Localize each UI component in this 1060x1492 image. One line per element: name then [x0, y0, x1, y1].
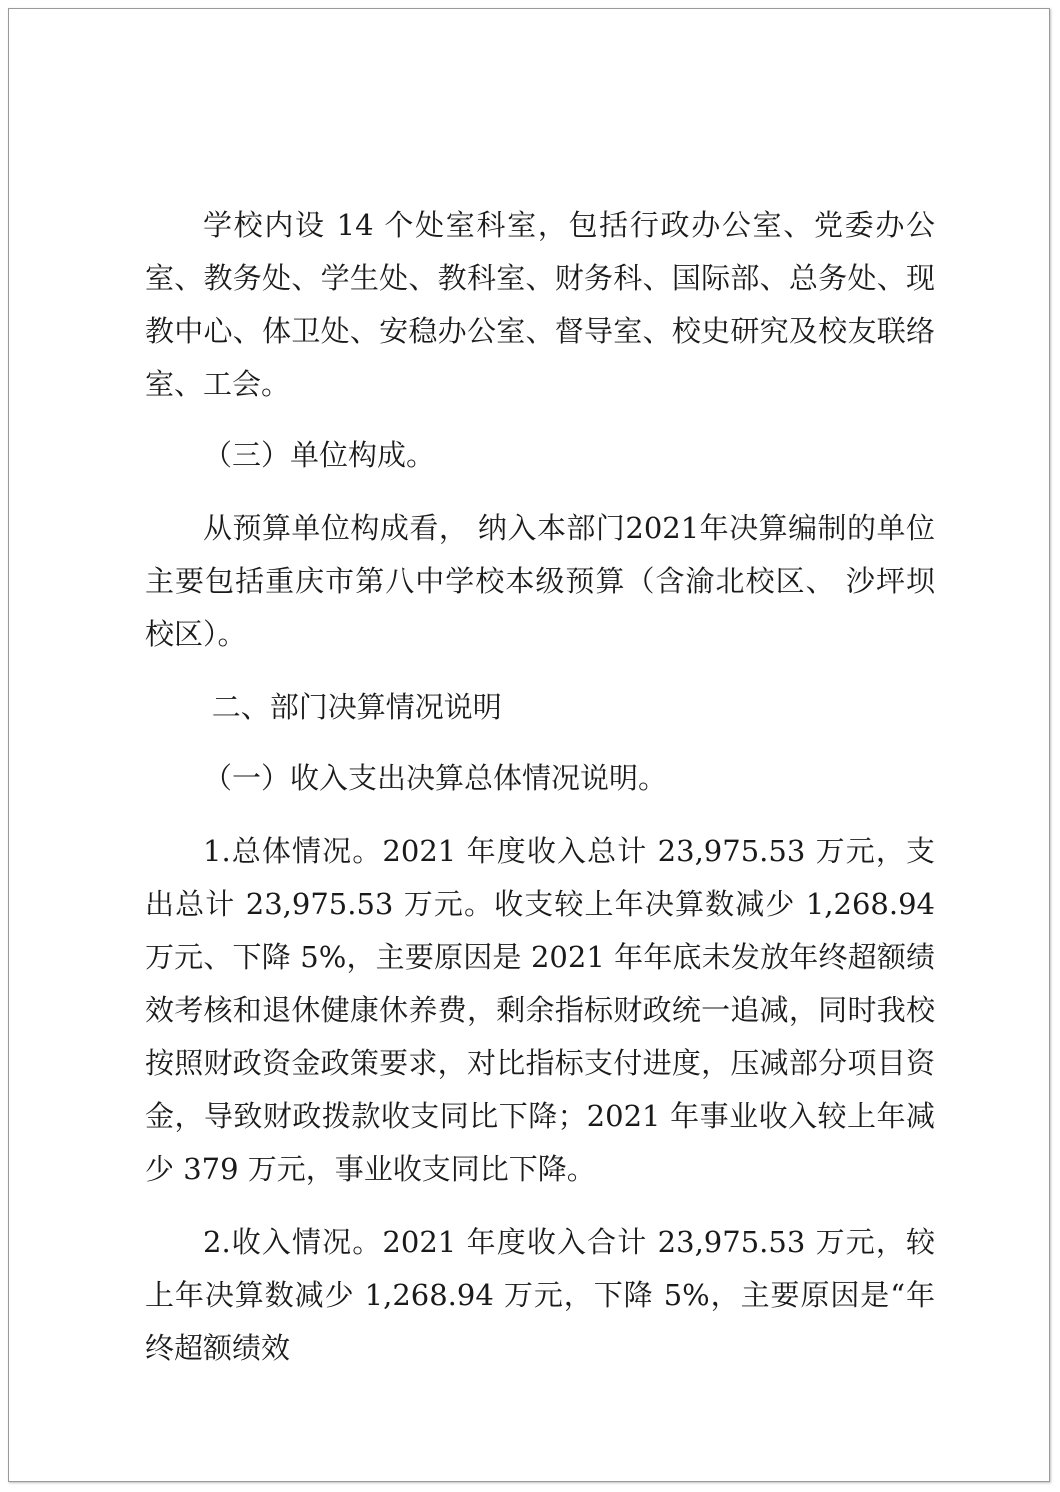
paragraph-income-situation: 2.收入情况。2021 年度收入合计 23,975.53 万元，较上年决算数减少 1,268.94 万元，下降 5%，主要原因是“年终超额绩效 — [145, 1225, 935, 1365]
document-page — [8, 8, 1050, 1482]
heading-final-accounts: 二、部门决算情况说明 — [211, 690, 502, 724]
heading-unit-composition: （三）单位构成。 — [203, 438, 436, 472]
paragraph-departments: 学校内设 14 个处室科室，包括行政办公室、党委办公室、教务处、学生处、教科室、财务科、国际部、总务处、现教中心、体卫处、安稳办公室、督导室、校史研究及校友联络室、工会。 — [145, 208, 935, 401]
heading-income-expense-overview: （一）收入支出决算总体情况说明。 — [203, 761, 668, 795]
paragraph-unit-composition: 从预算单位构成看， 纳入本部门2021年决算编制的单位主要包括重庆市第八中学校本级预算（含渝北校区、 沙坪坝校区）。 — [145, 511, 935, 651]
paragraph-overall-situation: 1.总体情况。2021 年度收入总计 23,975.53 万元，支出总计 23,975.53 万元。收支较上年决算数减少 1,268.94 万元、下降 5%，主要原因是 2021 年年底未发放年终超额绩效考核和退休健康休养费，剩余指标财政统一追减，同时我校按照财政资金政策要求，对比指标支付进度，压减部分项目资金，导致财政拨款收支同比下降；2021 年事业收入较上年减少 379 万元，事业收支同比下降。 — [145, 834, 935, 1186]
document-body — [145, 199, 935, 1375]
